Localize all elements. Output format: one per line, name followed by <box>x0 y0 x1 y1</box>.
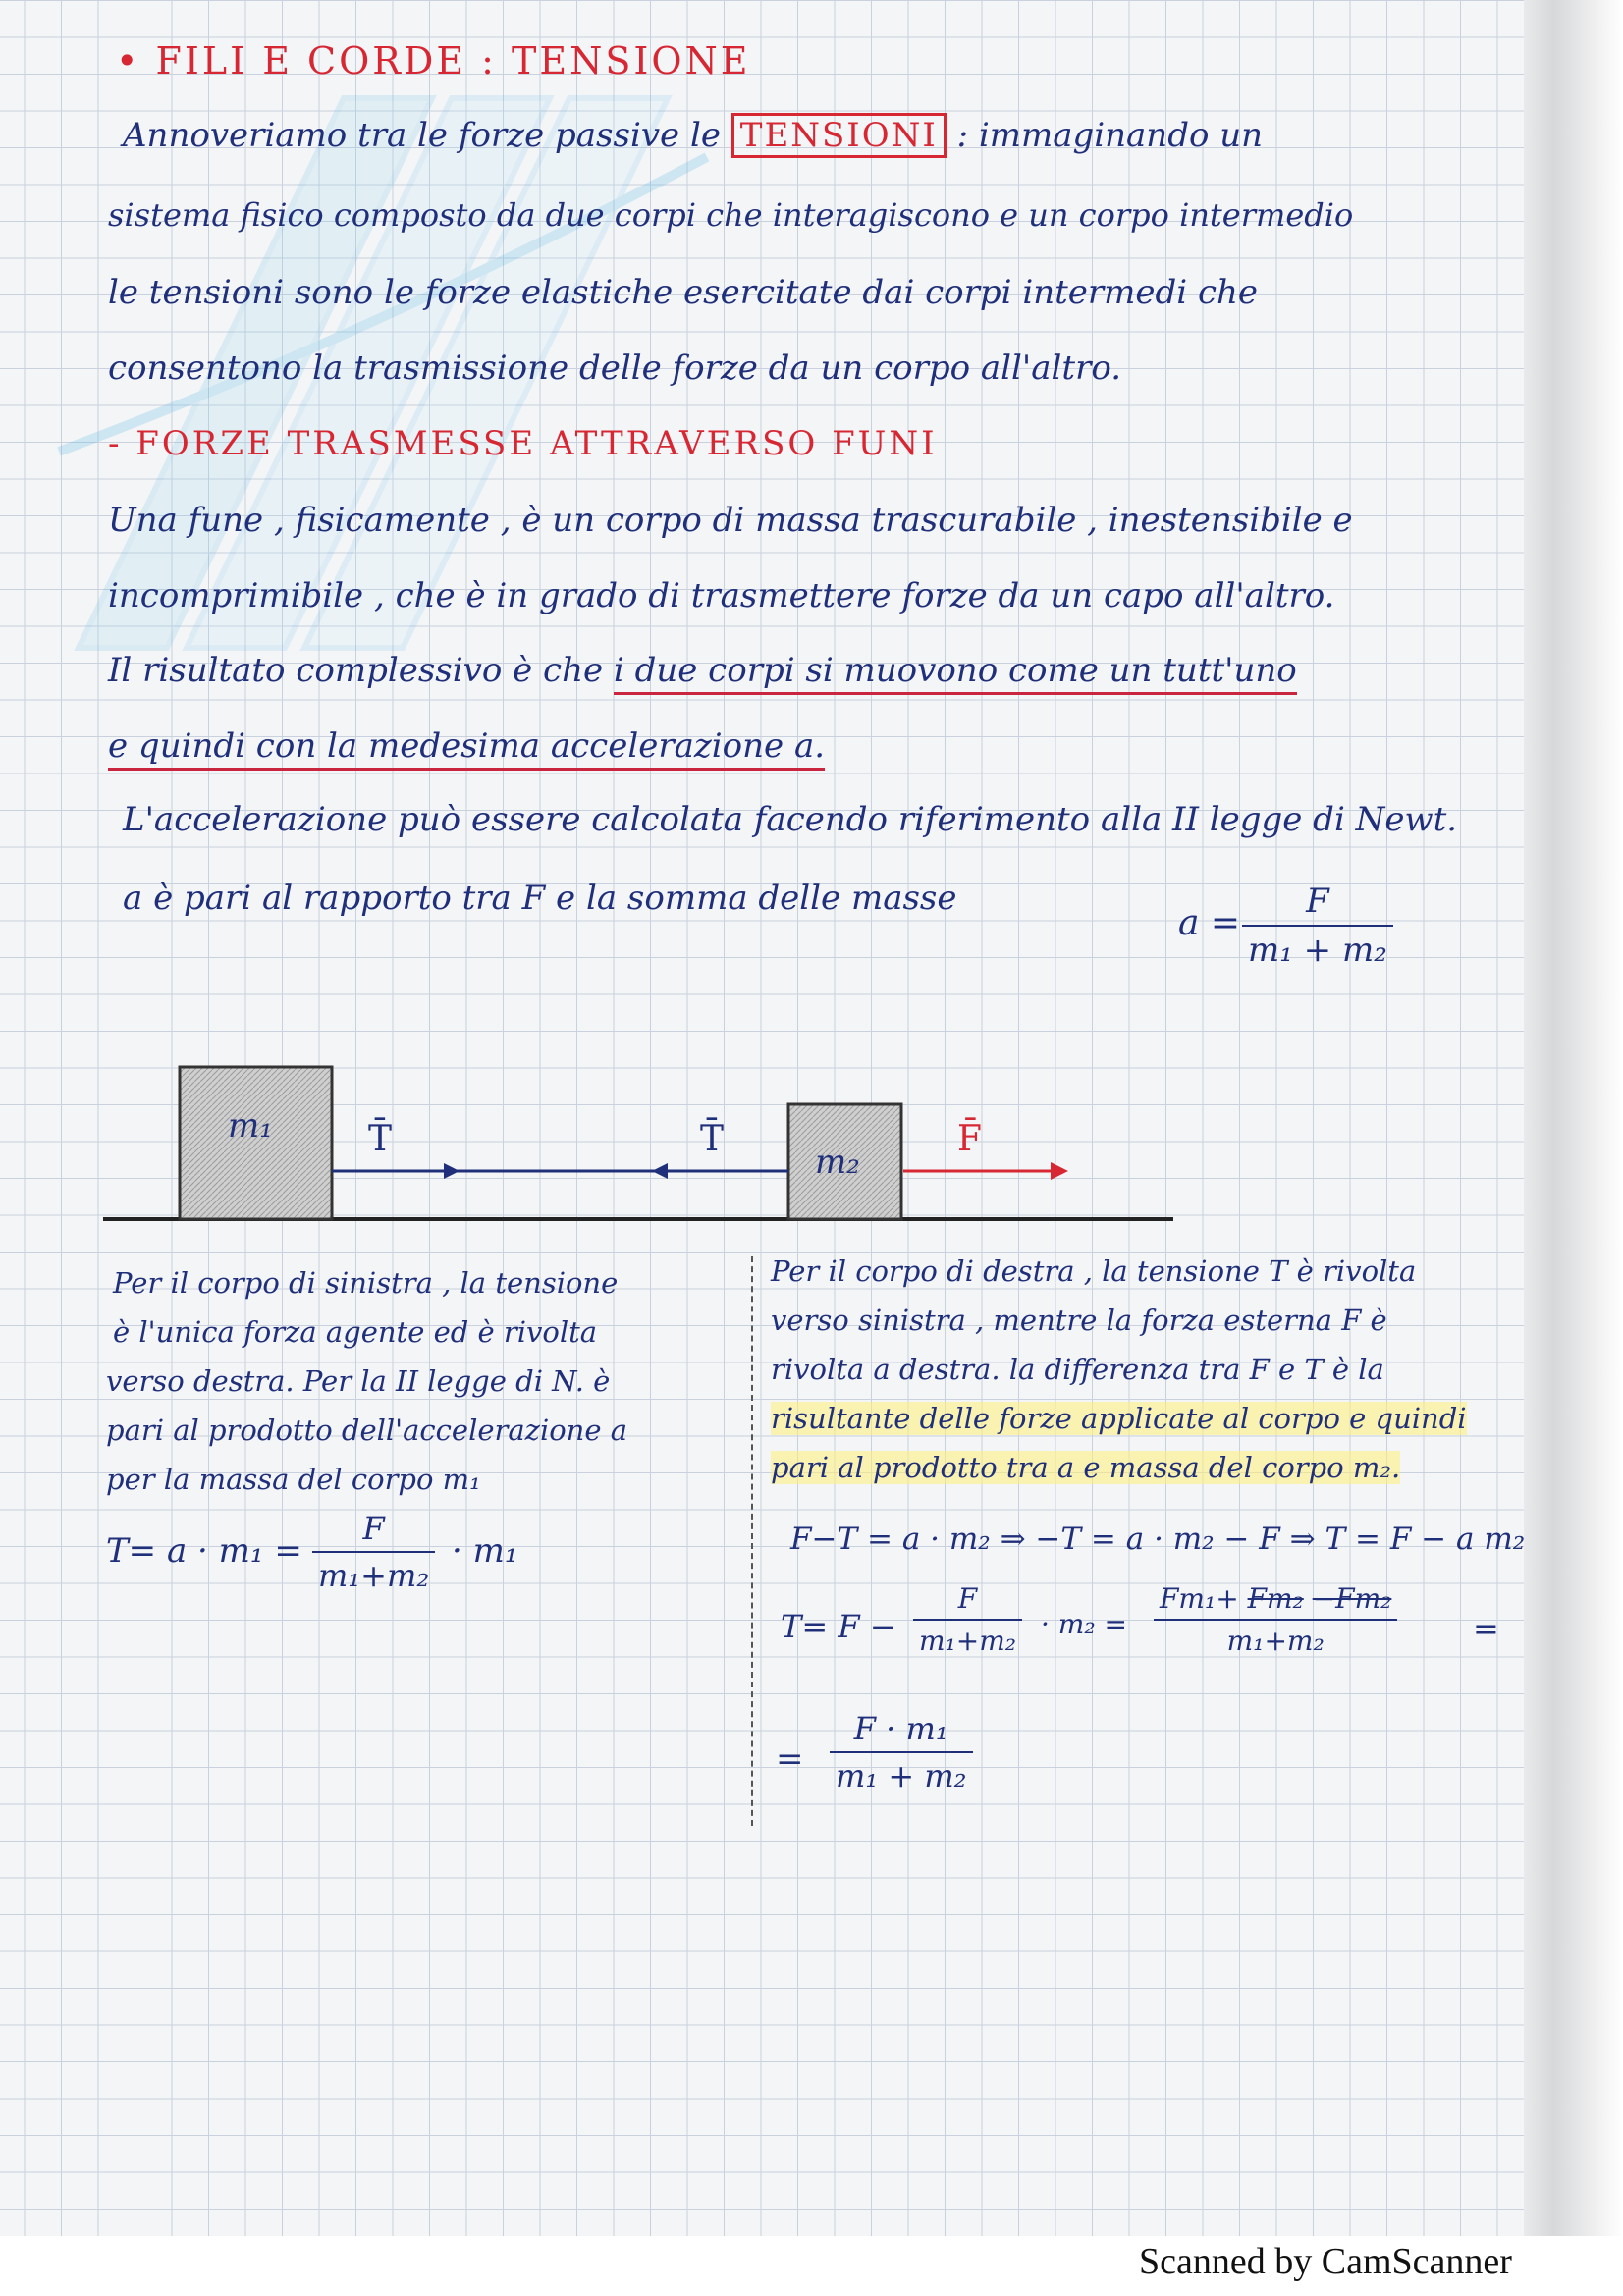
scanner-footer: Scanned by CamScanner <box>1139 2241 1512 2282</box>
left-col-line-1: Per il corpo di sinistra , la tensione <box>113 1266 619 1300</box>
block-m1-label: m₁ <box>228 1106 273 1146</box>
intro-line-1-start: Annoveriamo tra le forze passive le <box>123 116 721 155</box>
right-col-line-1: Per il corpo di destra , la tensione T è rivolta <box>771 1255 1417 1288</box>
funi-line-5: L'accelerazione può essere calcolata facendo riferimento alla II legge di Newt. <box>123 800 1458 839</box>
tension-right-label: T̄ <box>700 1119 725 1159</box>
right-eq-2-fraction-1 <box>913 1582 1022 1657</box>
funi-line-4: e quindi con la medesima accelerazione a. <box>108 726 825 771</box>
funi-line-2: incomprimibile , che è in grado di trasmettere forze da un capo all'altro. <box>108 576 1335 615</box>
right-col-line-5: pari al prodotto tra a e massa del corpo m₂. <box>771 1451 1401 1484</box>
intro-line-4: consentono la trasmissione delle forze da un corpo all'altro. <box>108 348 1122 388</box>
funi-line-3-start: Il risultato complessivo è che <box>108 651 604 690</box>
right-eq-3-lhs: = <box>776 1739 804 1779</box>
right-eq-2-den-1: m₁+m₂ <box>919 1625 1017 1657</box>
formula-a-fraction <box>1242 881 1393 970</box>
tensioni-boxed-term: TENSIONI <box>731 113 947 158</box>
right-eq-2-num-2-b: Fm₂ <box>1247 1582 1304 1615</box>
intro-line-1 <box>123 116 1263 155</box>
right-col-line-3: rivolta a destra. la differenza tra F e T è la <box>771 1353 1384 1386</box>
left-col-line-2: è l'unica forza agente ed è rivolta <box>113 1315 598 1349</box>
left-col-line-4: pari al prodotto dell'accelerazione a <box>106 1414 628 1447</box>
right-eq-2-end: = <box>1473 1610 1499 1647</box>
left-col-line-3: verso destra. Per la II legge di N. è <box>106 1364 611 1398</box>
left-eq-num: F <box>362 1510 385 1547</box>
right-col-line-2: verso sinistra , mentre la forza esterna F è <box>771 1304 1387 1337</box>
page-title: • FILI E CORDE : TENSIONE <box>116 39 751 82</box>
right-col-line-4: risultante delle forze applicate al corpo e quindi <box>771 1402 1467 1435</box>
tension-arrow-left-head <box>444 1163 460 1179</box>
right-eq-1: F−T = a · m₂ ⇒ −T = a · m₂ − F ⇒ T = F − a m₂ <box>790 1522 1526 1557</box>
funi-line-1: Una fune , fisicamente , è un corpo di massa trascurabile , inestensibile e <box>108 501 1353 540</box>
intro-line-3: le tensioni sono le forze elastiche esercitate dai corpi intermedi che <box>108 273 1259 312</box>
left-eq-den: m₁+m₂ <box>318 1557 430 1594</box>
tension-arrow-right-head <box>652 1163 668 1179</box>
intro-line-1-end: : immaginando un <box>956 116 1264 155</box>
left-col-line-5: per la massa del corpo m₁ <box>106 1463 481 1496</box>
tension-diagram <box>0 1041 1623 1237</box>
force-label: F̄ <box>957 1119 982 1159</box>
left-eq-fraction <box>312 1510 435 1594</box>
tension-left-label: T̄ <box>368 1119 393 1159</box>
funi-line-3 <box>108 651 1297 690</box>
formula-a-den: m₁ + m₂ <box>1248 931 1387 970</box>
right-eq-2-mid: · m₂ = <box>1041 1608 1127 1640</box>
formula-a-num: F <box>1306 881 1329 921</box>
right-eq-2-num-2 <box>1154 1582 1397 1619</box>
right-eq-2-num-1: F <box>957 1582 978 1615</box>
right-eq-3-den: m₁ + m₂ <box>836 1757 967 1794</box>
formula-a-lhs: a = <box>1178 903 1241 943</box>
right-eq-3-fraction <box>830 1710 973 1794</box>
left-eq-lhs: T= a · m₁ = <box>106 1531 302 1571</box>
column-divider <box>751 1256 753 1826</box>
right-eq-2-lhs: T= F − <box>781 1608 896 1645</box>
intro-line-2: sistema fisico composto da due corpi che interagiscono e un corpo intermedio <box>108 196 1354 234</box>
right-eq-2-num-2-c: −Fm₂ <box>1312 1582 1392 1615</box>
right-eq-2-den-2: m₁+m₂ <box>1226 1625 1325 1657</box>
funi-line-6: a è pari al rapporto tra F e la somma delle masse <box>123 879 957 918</box>
force-arrow-head <box>1051 1162 1068 1180</box>
block-m2-label: m₂ <box>815 1143 860 1182</box>
left-eq-tail: · m₁ <box>452 1531 518 1571</box>
funi-line-3-underlined: i due corpi si muovono come un tutt'uno <box>614 651 1297 695</box>
right-eq-2-fraction-2 <box>1154 1582 1397 1657</box>
section-title-forze-trasmesse: - FORZE TRASMESSE ATTRAVERSO FUNI <box>108 424 938 463</box>
right-eq-2-num-2-a: Fm₁+ <box>1160 1582 1239 1615</box>
right-eq-3-num: F · m₁ <box>853 1710 948 1747</box>
